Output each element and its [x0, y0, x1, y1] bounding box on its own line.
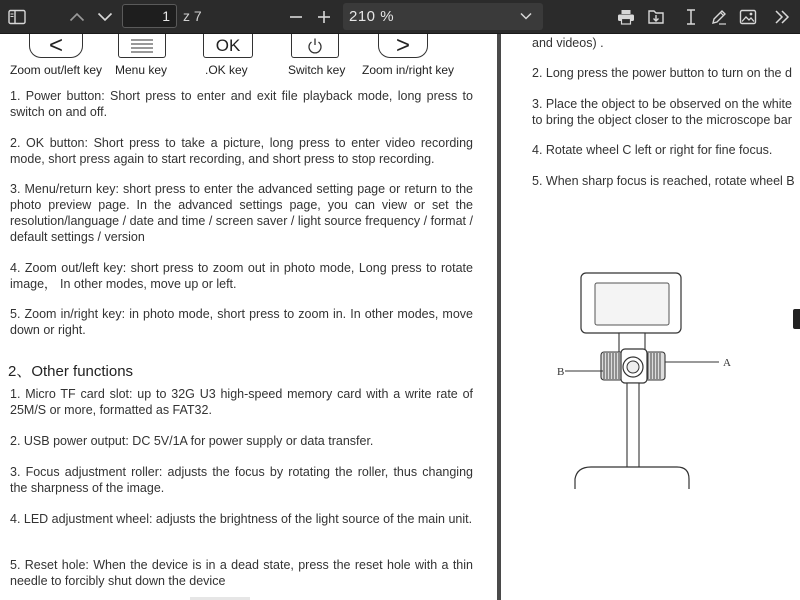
right-arrow-symbol: > — [395, 34, 410, 59]
zoom-in-button[interactable] — [313, 6, 335, 28]
paragraph-zoom-out-key: 4. Zoom out/left key: short press to zoom out in photo mode, Long press to rotate image， In other modes, move up or left. — [10, 261, 473, 291]
figure-label-a: A — [723, 357, 731, 369]
pdf-page-right — [501, 34, 800, 600]
cut-off-badge — [793, 309, 800, 329]
paragraph-ok-button: 2. OK button: Short press to take a picture, long press to enter video recording mode, short press again to start recording, and short press to stop recording. — [10, 136, 473, 166]
right-text-line: and videos) . — [532, 36, 604, 50]
right-text-line: 3. Place the object to be observed on the white — [532, 97, 792, 111]
switch-key-illustration — [291, 34, 339, 58]
insert-image-button[interactable] — [737, 6, 759, 28]
menu-lines-icon — [129, 38, 155, 54]
sidebar-icon — [8, 9, 26, 25]
text-cursor-icon — [685, 8, 697, 26]
toolbar — [0, 0, 800, 34]
zoom-out-key-illustration — [29, 34, 83, 58]
save-button[interactable] — [645, 6, 667, 28]
chevron-down-icon — [97, 12, 113, 22]
print-button[interactable] — [615, 6, 637, 28]
paragraph-tf-card-slot: 1. Micro TF card slot: up to 32G U3 high-speed memory card with a write rate of 25M/S or more, formatted as FAT32. — [10, 387, 473, 417]
pdf-page-left — [0, 34, 497, 600]
paragraph-power-button: 1. Power button: Short press to enter and exit file playback mode, long press to switch on and off. — [10, 89, 473, 119]
page-count: z 7 — [183, 8, 202, 24]
microscope-illustration — [551, 269, 791, 489]
ok-key-illustration — [203, 34, 253, 58]
figure-label-b: B — [557, 366, 565, 378]
left-arrow-symbol: < — [48, 34, 63, 59]
next-page-button[interactable] — [94, 6, 116, 28]
right-text-line: to bring the object closer to the microscope bar — [532, 113, 792, 127]
zoom-in-icon — [317, 10, 331, 24]
menu-key-label: Menu key — [115, 63, 168, 77]
paragraph-focus-roller: 3. Focus adjustment roller: adjusts the focus by rotating the roller, thus changing the sharpness of the image. — [10, 465, 473, 495]
zoom-out-key-label: Zoom out/left key — [10, 63, 103, 77]
chevron-up-icon — [69, 12, 85, 22]
right-text-line: 2. Long press the power button to turn on the d — [532, 66, 792, 80]
more-tools-button[interactable] — [770, 6, 794, 28]
draw-button[interactable] — [708, 6, 730, 28]
previous-page-button[interactable] — [66, 6, 88, 28]
right-text-line: 5. When sharp focus is reached, rotate wheel B — [532, 174, 795, 188]
paragraph-zoom-in-key: 5. Zoom in/right key: in photo mode, short press to zoom in. In other modes, move down or right. — [10, 307, 473, 337]
more-icon — [773, 9, 791, 25]
image-icon — [739, 9, 757, 25]
chevron-down-icon — [519, 10, 533, 22]
text-select-button[interactable] — [680, 6, 702, 28]
power-icon — [306, 37, 324, 55]
switch-key-label: Switch key — [288, 63, 346, 77]
page-number-input[interactable] — [122, 4, 177, 28]
sidebar-toggle-button[interactable] — [6, 6, 28, 28]
right-text-line: 4. Rotate wheel C left or right for fine focus. — [532, 143, 773, 157]
menu-key-illustration — [118, 34, 166, 58]
draw-icon — [710, 8, 728, 26]
save-icon — [647, 9, 665, 25]
paragraph-usb-output: 2. USB power output: DC 5V/1A for power supply or data transfer. — [10, 434, 374, 448]
paragraph-reset-hole: 5. Reset hole: When the device is in a dead state, press the reset hole with a thin needle to forcibly shut down the device — [10, 558, 473, 588]
print-icon — [617, 9, 635, 25]
paragraph-menu-key: 3. Menu/return key: short press to enter the advanced setting page or return to the photo preview page. In the advanced settings page, you can view or set the resolution/language / date and time / screen saver / light source frequency / format / default settings / version — [10, 182, 473, 244]
section-heading-other-functions: 2、Other functions — [8, 363, 134, 380]
zoom-in-key-illustration — [378, 34, 428, 58]
ok-key-label: .OK key — [205, 63, 248, 77]
zoom-select[interactable] — [343, 3, 543, 30]
zoom-value: 210 % — [349, 8, 395, 25]
ok-symbol: OK — [215, 35, 241, 55]
zoom-out-button[interactable] — [285, 6, 307, 28]
zoom-out-icon — [289, 10, 303, 24]
zoom-in-key-label: Zoom in/right key — [362, 63, 455, 77]
paragraph-led-wheel: 4. LED adjustment wheel: adjusts the brightness of the light source of the main unit. — [10, 512, 473, 526]
